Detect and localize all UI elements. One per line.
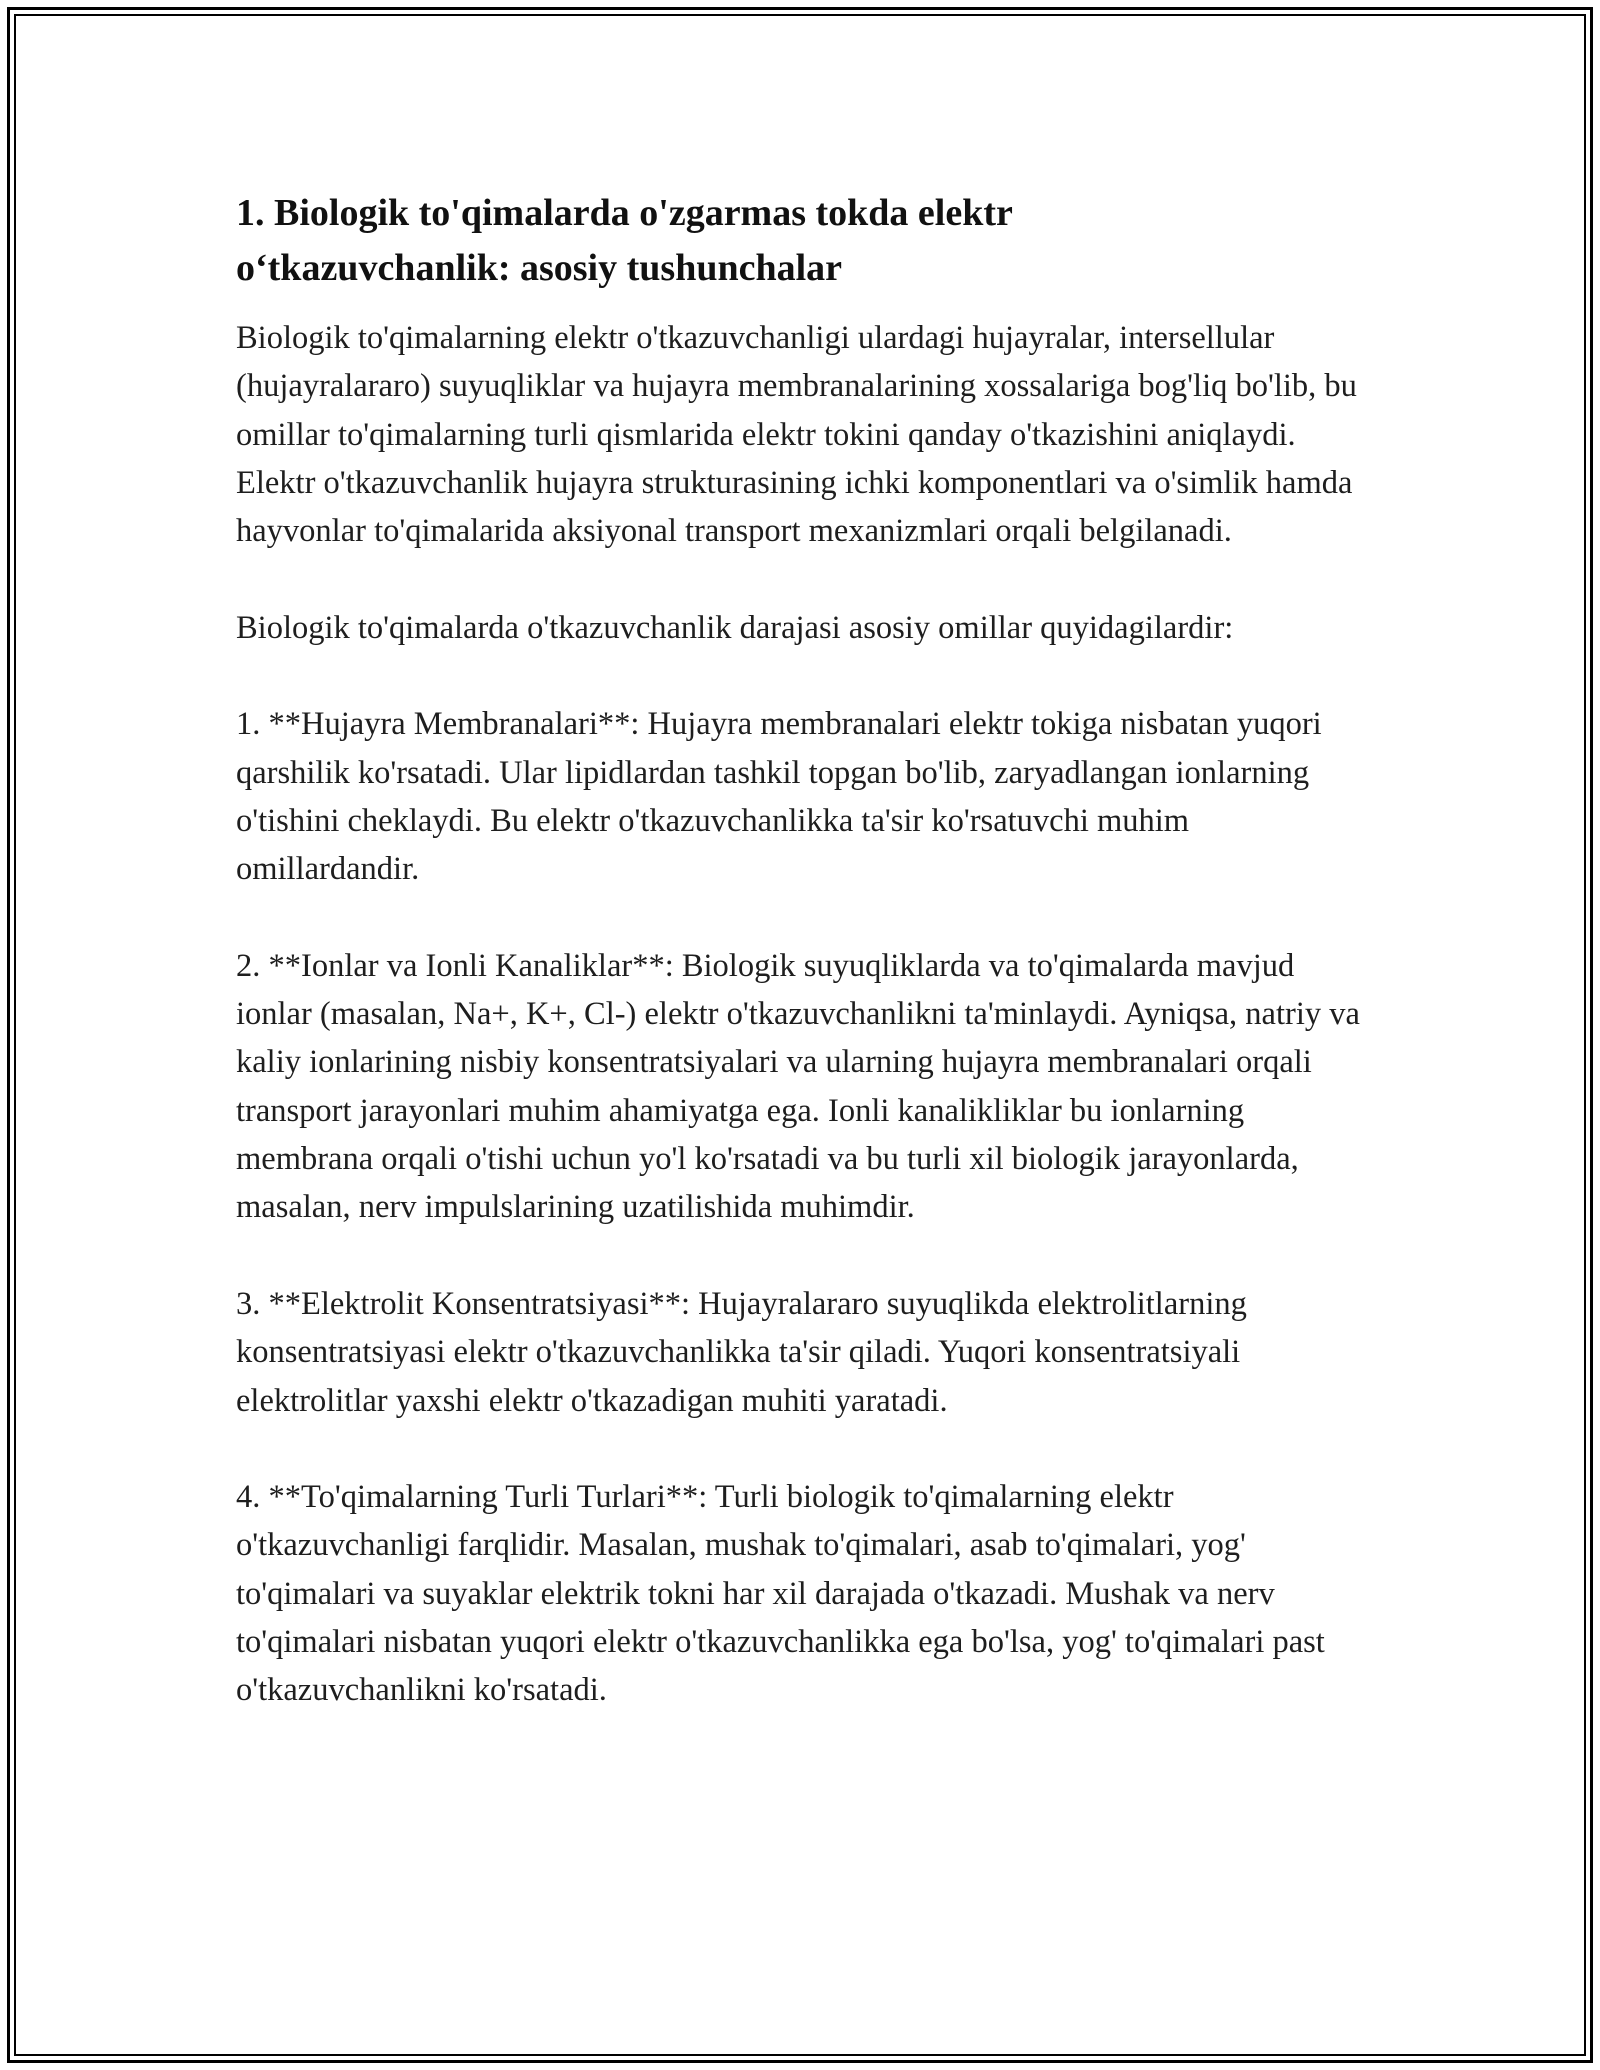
factor-item-electrolyte-concentration: 3. **Elektrolit Konsentratsiyasi**: Hujayralararo suyuqlikda elektrolitlarning konsentratsiyasi elektr o'tkazuvchanlikka ta'sir qiladi. Yuqori konsentratsiyali elektrolitlar yaxshi elektr o'tkazadigan muhiti yaratadi. xyxy=(236,1285,1247,1419)
factors-lead-paragraph: Biologik to'qimalarda o'tkazuvchanlik darajasi asosiy omillar quyidagilardir: xyxy=(236,609,1234,646)
section-heading xyxy=(236,186,1376,296)
section-heading-line-1: 1. Biologik to'qimalarda o'zgarmas tokda elektr xyxy=(236,192,1013,234)
section-heading-line-2: o‘tkazuvchanlik: asosiy tushunchalar xyxy=(236,247,843,289)
document-body xyxy=(236,186,1376,1763)
factor-item-ions-channels: 2. **Ionlar va Ionli Kanaliklar**: Biologik suyuqliklarda va to'qimalarda mavjud ionlar (masalan, Na+, K+, Cl-) elektr o'tkazuvchanlikni ta'minlaydi. Ayniqsa, natriy va kaliy ionlarining nisbiy konsentratsiyalari va ularning hujayra membranalari orqali transport jarayonlari muhim ahamiyatga ega. Ionli kanalikliklar bu ionlarning membrana orqali o'tishi uchun yo'l ko'rsatadi va bu turli xil biologik jarayonlarda, masalan, nerv impulslarining uzatilishida muhimdir. xyxy=(236,947,1360,1226)
factor-item-tissue-types: 4. **To'qimalarning Turli Turlari**: Turli biologik to'qimalarning elektr o'tkazuvchanligi farqlidir. Masalan, mushak to'qimalari, asab to'qimalari, yog' to'qimalari va suyaklar elektrik tokni har xil darajada o'tkazadi. Mushak va nerv to'qimalari nisbatan yuqori elektr o'tkazuvchanlikka ega bo'lsa, yog' to'qimalari past o'tkazuvchanlikni ko'rsatadi. xyxy=(236,1479,1325,1709)
factor-item-cell-membranes: 1. **Hujayra Membranalari**: Hujayra membranalari elektr tokiga nisbatan yuqori qarshilik ko'rsatadi. Ular lipidlardan tashkil topgan bo'lib, zaryadlangan ionlarning o'tishini cheklaydi. Bu elektr o'tkazuvchanlikka ta'sir ko'rsatuvchi muhim omillardandir. xyxy=(236,706,1322,888)
intro-paragraph: Biologik to'qimalarning elektr o'tkazuvchanligi ulardagi hujayralar, intersellular (hujayralararo) suyuqliklar va hujayra membranalarining xossalariga bog'liq bo'lib, bu omillar to'qimalarning turli qismlarida elektr tokini qanday o'tkazishini aniqlaydi. Elektr o'tkazuvchanlik hujayra strukturasining ichki komponentlari va o'simlik hamda hayvonlar to'qimalarida aksiyonal transport mexanizmlari orqali belgilanadi. xyxy=(236,320,1357,550)
